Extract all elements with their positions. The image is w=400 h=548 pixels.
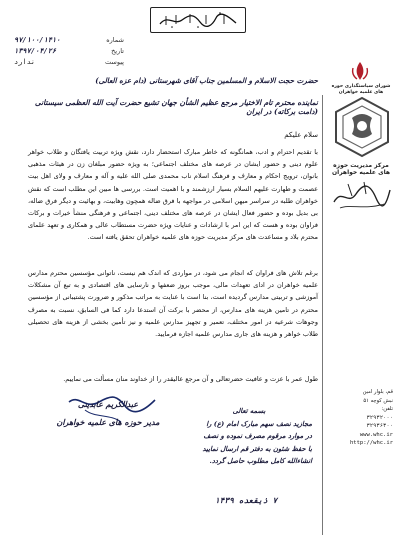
greeting: سلام علیکم — [284, 131, 318, 139]
phone-2: ۳۲۹۳۶۳۰۰ — [366, 423, 393, 429]
letter-paragraph-1: با تقدیم احترام و ادب، همانگونه که خاطر مبارک استحضار دارد، نقش ویژه تربیت یافتگان و طلاب خواهر علوم دینی و حضور ایشان در عرصه های مختلف اجتماعی؛ به ویژه حضور مبلغان زن در هیئات مذهبی بانوان، ترویج احکام و معارف و فرهنگ اسلام ناب محمدی صلی الله علیه و آله و معارف و ولای اهل بیت عصمت و طهارت علیهم السلام بسیار ارزشمند و با اهمیت است. بررسی ها مبین این مطلب است که نقش خواهران طلبه در سراسر میهن اسلامی در مواجهه با فرق ضاله همچون وهابیت، و بهائیت و دیگر فرق ضاله، بی بدیل بوده و حضور فعال ایشان در عرصه های مختلف دینی، اجتماعی و فرهنگی منشأ خیرات و برکات فراوان بوده و هست که این امر با ارشادات و عنایات ویژه حضرت مستطاب عالی و همکاری و تعهد علمای محترم بلاد و مساعدت های مرکز مدیریت حوزه های علمیه خواهران تحقق یافته است. — [28, 148, 318, 242]
iran-emblem-icon — [349, 60, 371, 82]
note-heading: بسمه تعالی — [232, 407, 266, 415]
address-line-2: نبش کوچه ۵۱ — [363, 397, 393, 404]
number-row — [14, 35, 124, 46]
sender-title: مدیر حوزه های علمیه خواهران — [56, 417, 160, 427]
attachment-value: ندارد — [14, 58, 36, 66]
contact-info — [327, 388, 393, 448]
letter-paragraph-2: برغم تلاش های فراوان که انجام می شود، در مواردی که اندک هم نیست، ناتوانی مؤسسین محترم مدارس علمیه خواهران در ادای تعهدات مالی، موجب بروز ضعفها و نارسایی های اقتصادی و به تبع آن مشکلات آموزشی و تربیتی مدارس گردیده است، بنا است با عنایت به مراتب مذکور و ضرورت پشتیبانی از مؤسسین محترم در تامین هزینه های مدارس، از محضر با برکت آن استدعا دارد کما فی السابق، نسبت به مصرف وجوهات شرعیه در امور مختلف، تعمیر و تجهیز مدارس علمیه و نیز تأمین بخشی از هزینه های تحصیلی طلاب خواهر و هزینه های جاری مدارس علمیه اجازه فرمایید. — [28, 269, 318, 339]
note-line: در موارد مرقوم مصرف نموده و نصف — [203, 432, 312, 440]
address-line-1: قم، بلوار امین — [362, 389, 393, 395]
date-row — [14, 46, 124, 57]
number-label: شماره — [106, 36, 124, 44]
letter-meta — [14, 35, 124, 68]
handwritten-approval-note — [186, 405, 312, 468]
right-divider — [322, 95, 323, 535]
council-name: شورای سیاستگذاری حوزه های علمیه خواهران — [331, 84, 391, 95]
date-label: تاریخ — [111, 47, 124, 55]
basmala-calligraphy — [154, 10, 242, 30]
phone-label: تلفن: — [381, 406, 393, 412]
website-2[interactable]: http://whc.ir — [349, 440, 393, 446]
sender-name: عبدالکریم عابدینی — [77, 399, 139, 409]
phone-1: ۳۲۹۳۲۰۰۰ — [366, 414, 393, 421]
recipient-line-1: حضرت حجت الاسلام و المسلمین جناب آقای شهرستانی (دام عزه العالی) — [95, 76, 318, 85]
note-line: مجازید نصف سهم مبارک امام (ع) را — [206, 419, 312, 428]
sender-block — [38, 395, 178, 431]
institution-name: مرکز مدیریت حوزه های علمیه خواهران — [332, 162, 390, 176]
recipient-line-2: نماینده محترم تام الاختیار مرجع عظیم الشأن جهان تشیع حضرت آیت الله العظمی سیستانی (دامت برکاته) در ایران — [34, 98, 318, 116]
side-calligraphy-signature — [330, 176, 392, 216]
note-line: انشاءالله کامل مطلوب حاصل گردد. — [209, 457, 312, 465]
letter-closing: طول عمر با عزت و عافیت حضرتعالی و آن مرجع عالیقدر را از خداوند منان مسألت می نماییم. — [63, 375, 318, 383]
note-line: با حفظ شئون به دفتر قم ارسال نمایید — [202, 444, 312, 453]
attachment-label: پیوست — [105, 58, 124, 66]
basmala-banner — [150, 7, 246, 33]
website-1[interactable]: www.whc.ir — [359, 431, 393, 438]
attachment-row — [14, 57, 124, 68]
number-value: ۹۷/۱۰۰/۱۴۱۰ — [14, 36, 61, 44]
institution-logo — [332, 96, 392, 158]
date-value: ۱۳۹۷/۰۴/۲۶ — [14, 47, 57, 55]
note-date: ۷ ذیقعده ۱۴۳۹ — [214, 496, 278, 505]
